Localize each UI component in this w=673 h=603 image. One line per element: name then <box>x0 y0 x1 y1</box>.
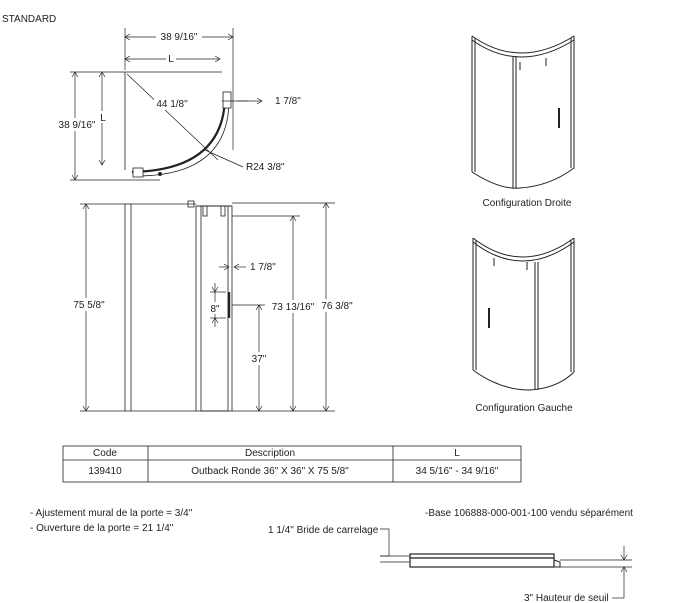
config-left-caption: Configuration Gauche <box>475 403 573 414</box>
handle-length: 8" <box>210 304 220 315</box>
front-view <box>70 201 358 411</box>
L-top-label: L <box>168 54 174 65</box>
table-cell-description: Outback Ronde 36" X 36" X 75 5/8" <box>191 466 349 477</box>
wall-thickness: 1 7/8" <box>250 262 276 273</box>
note-threshold: 3" Hauteur de seuil <box>524 593 609 603</box>
diagonal-dimension: 44 1/8" <box>156 99 188 110</box>
standard-label: STANDARD <box>2 14 57 25</box>
table-header-L: L <box>454 448 460 459</box>
note-door-opening: - Ouverture de la porte = 21 1/4" <box>30 523 174 534</box>
handle-height: 37" <box>251 354 267 365</box>
radius-label: R24 3/8" <box>246 162 285 173</box>
glass-thickness: 1 7/8" <box>275 96 301 107</box>
width-dimension: 38 9/16" <box>160 32 198 43</box>
table-cell-L: 34 5/16" - 34 9/16" <box>415 466 499 477</box>
spec-table <box>63 446 521 482</box>
note-wall-adjustment: - Ajustement mural de la porte = 3/4" <box>30 508 193 519</box>
depth-dimension: 38 9/16" <box>58 120 96 131</box>
note-tile-flange: 1 1/4" Bride de carrelage <box>268 525 379 536</box>
note-base: -Base 106888-000-001-100 vendu séparément <box>425 508 633 519</box>
config-right-caption: Configuration Droite <box>482 198 572 209</box>
config-left-drawing <box>473 238 574 414</box>
config-right-drawing <box>472 36 574 209</box>
table-header-code: Code <box>93 448 117 459</box>
base-profile <box>380 529 632 598</box>
door-height: 73 13/16" <box>271 302 315 313</box>
L-side-label: L <box>100 113 106 124</box>
overall-height: 75 5/8" <box>73 300 105 311</box>
total-height: 76 3/8" <box>321 301 353 312</box>
table-cell-code: 139410 <box>88 466 122 477</box>
table-header-description: Description <box>244 448 296 459</box>
top-view <box>56 28 301 180</box>
